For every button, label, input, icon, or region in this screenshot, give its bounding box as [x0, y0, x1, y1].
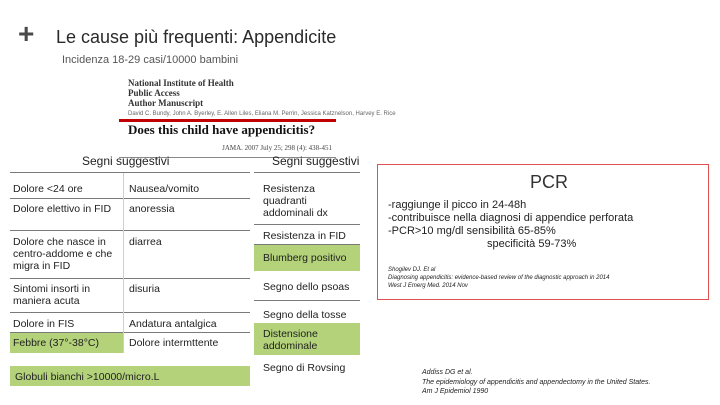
- table2-cell: Segno di Rovsing: [263, 362, 346, 374]
- table1-rule: [10, 198, 250, 199]
- table2-header: Segni suggestivi: [272, 154, 360, 168]
- table1-footer: Globuli bianchi >10000/micro.L: [15, 371, 160, 383]
- pcr-line: -raggiunge il picco in 24-48h: [388, 199, 527, 211]
- table1-col-divider: [123, 173, 124, 353]
- ref-line: Am J Epidemiol 1990: [422, 388, 489, 395]
- pcr-ref-line: Diagnosing appendicitis: evidence-based review of the diagnostic approach in 2014: [388, 275, 610, 281]
- table1-cell: Dolore <24 ore: [13, 183, 83, 195]
- table1-header: Segni suggestivi: [82, 154, 170, 168]
- pcr-text: [388, 199, 633, 251]
- table1-cell: Dolore intermttente: [129, 337, 219, 349]
- pcr-ref-line: West J Emerg Med. 2014 Nov: [388, 283, 468, 289]
- table2-cell: Resistenza quadranti addominali dx: [263, 183, 328, 219]
- pcr-title: PCR: [530, 172, 569, 192]
- table1-rule: [10, 278, 250, 279]
- pcr-reference: [388, 266, 609, 290]
- table2-rule-top: [254, 172, 360, 173]
- table1-cell: diarrea: [129, 236, 162, 248]
- article-publisher-line1: National Institute of Health: [128, 78, 234, 88]
- article-publisher-line3: Author Manuscript: [128, 98, 204, 108]
- table1-cell: Nausea/vomito: [129, 183, 200, 195]
- table1-cell: Sintomi insorti in maniera acuta: [13, 283, 91, 307]
- plus-icon: +: [18, 18, 35, 49]
- table1-rule: [10, 312, 250, 313]
- epidemiology-reference: [422, 368, 650, 397]
- table1-rule: [10, 230, 250, 231]
- table1-cell: Dolore in FIS: [13, 318, 75, 330]
- table2-rule: [254, 300, 360, 301]
- slide-title: Le cause più frequenti: Appendicite: [56, 27, 337, 47]
- table2-cell: Blumberg positivo: [263, 252, 347, 264]
- article-publisher-line2: Public Access: [128, 88, 180, 98]
- article-citation: JAMA. 2007 July 25; 298 (4): 438-451: [222, 144, 332, 152]
- table1-cell: Febbre (37°-38°C): [13, 337, 100, 349]
- slide-subtitle: Incidenza 18-29 casi/10000 bambini: [62, 54, 239, 66]
- pcr-line: specificità 59-73%: [487, 238, 577, 250]
- ref-line: The epidemiology of appendicitis and appendectomy in the United States.: [422, 378, 651, 386]
- ref-line: Addiss DG et al.: [422, 369, 473, 376]
- article-headline: Does this child have appendicitis?: [128, 122, 316, 137]
- table1-rule-top: [10, 172, 250, 173]
- table2-cell: Segno dello psoas: [263, 281, 350, 293]
- article-authors: David C. Bundy, John A. Byerley, E. Allen Liles, Eliana M. Perrin, Jessica Katznelson, Harvey E. Rice: [128, 111, 396, 117]
- pcr-line: -PCR>10 mg/dl sensibilità 65-85%: [388, 225, 556, 237]
- pcr-ref-line: Shogilev DJ. Et al: [388, 267, 436, 273]
- table1-cell: Dolore che nasce in centro-addome e che migra in FID: [13, 236, 113, 272]
- table1-cell: Andatura antalgica: [129, 318, 217, 330]
- table2-cell: Segno della tosse: [263, 309, 347, 321]
- table2-cell: Distensione addominale: [263, 328, 318, 352]
- table2-cell: Resistenza in FID: [263, 230, 346, 242]
- table1-cell: anoressia: [129, 203, 175, 215]
- table1-cell: Dolore elettivo in FID: [13, 203, 112, 215]
- article-clipping: [119, 72, 396, 158]
- table2-rule: [254, 224, 360, 225]
- table1-cell: disuria: [129, 283, 160, 295]
- pcr-line: -contribuisce nella diagnosi di appendice perforata: [388, 212, 634, 224]
